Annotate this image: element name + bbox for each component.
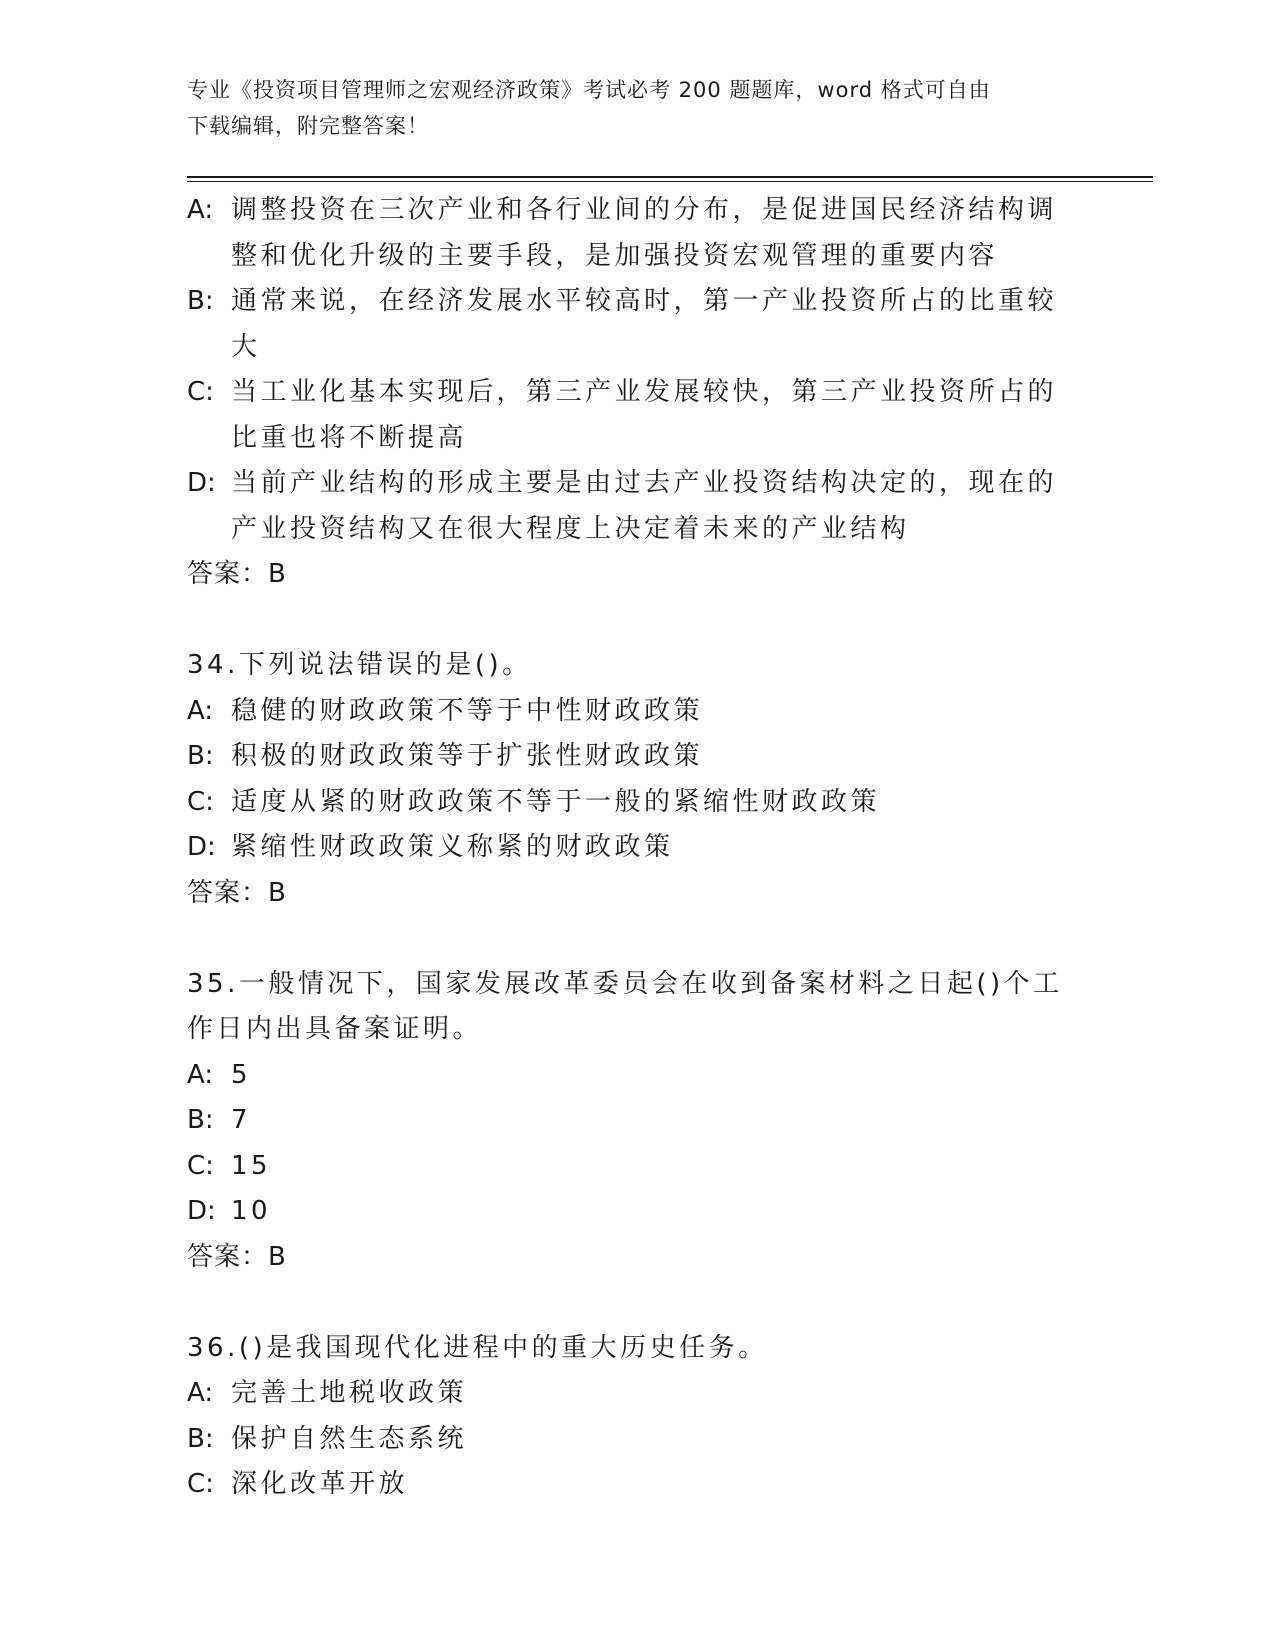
option-text: 适度从紧的财政政策不等于一般的紧缩性财政政策: [231, 786, 881, 817]
option-key: D:: [187, 1196, 216, 1226]
option-key: D:: [187, 468, 216, 498]
option-text: 5: [231, 1059, 252, 1090]
option-key: C:: [187, 1469, 214, 1499]
option-text: 调整投资在三次产业和各行业间的分布，是促进国民经济结构调整和优化升级的主要手段，是加强投资宏观管理的重要内容: [231, 195, 1058, 271]
document-header: [187, 72, 1077, 144]
option-text: 当工业化基本实现后，第三产业发展较快，第三产业投资所占的比重也将不断提高: [231, 377, 1058, 453]
option-text: 10: [231, 1196, 272, 1226]
option-d: [187, 461, 1077, 552]
option-text: 积极的财政政策等于扩张性财政政策: [231, 741, 704, 771]
answer-line: 答案：B: [187, 1241, 287, 1272]
option-a: [187, 188, 1077, 279]
header-line-1: 专业《投资项目管理师之宏观经济政策》考试必考 200 题题库，word 格式可自由: [187, 78, 991, 102]
option-text: 完善土地税收政策: [231, 1378, 468, 1408]
question-gap: [187, 1280, 1077, 1326]
question-text: 36.()是我国现代化进程中的重大历史任务。: [187, 1332, 768, 1363]
option-key: A:: [187, 195, 214, 225]
option-d: [187, 825, 1077, 871]
option-c: [187, 370, 1077, 461]
question-block-36: [187, 1326, 1077, 1508]
option-key: A:: [187, 1378, 214, 1408]
option-key: A:: [187, 695, 214, 726]
question-block-33: [187, 188, 1077, 598]
option-text: 通常来说，在经济发展水平较高时，第一产业投资所占的比重较大: [231, 286, 1058, 362]
option-key: B:: [187, 1105, 214, 1135]
option-a: [187, 1053, 1077, 1099]
option-key: A:: [187, 1059, 214, 1090]
option-b: [187, 279, 1077, 370]
option-c: [187, 780, 1077, 826]
header-rule-thick: [187, 176, 1153, 178]
option-key: C:: [187, 1150, 214, 1181]
question-gap: [187, 598, 1077, 644]
option-text: 稳健的财政政策不等于中性财政政策: [231, 695, 704, 726]
option-key: B:: [187, 1423, 214, 1454]
option-a: [187, 1371, 1077, 1417]
option-key: C:: [187, 786, 214, 817]
answer-line: 答案：B: [187, 877, 287, 908]
header-line-2: 下载编辑，附完整答案！: [187, 114, 429, 138]
question-text: 35.一般情况下，国家发展改革委员会在收到备案材料之日起()个工作日内出具备案证明。: [187, 968, 1063, 1044]
option-text: 当前产业结构的形成主要是由过去产业投资结构决定的，现在的产业投资结构又在很大程度上决定着未来的产业结构: [231, 468, 1058, 544]
question-content: [187, 188, 1077, 1508]
option-c: [187, 1462, 1077, 1508]
answer-line: 答案：B: [187, 559, 287, 589]
option-text: 深化改革开放: [231, 1469, 409, 1499]
option-d: [187, 1189, 1077, 1235]
option-text: 紧缩性财政政策义称紧的财政政策: [231, 832, 674, 862]
option-b: [187, 1417, 1077, 1463]
question-block-35: [187, 962, 1077, 1281]
option-text: 15: [231, 1150, 272, 1181]
option-key: B:: [187, 741, 214, 771]
header-rule-thin: [187, 181, 1153, 182]
option-a: [187, 689, 1077, 735]
option-key: B:: [187, 286, 214, 316]
option-text: 7: [231, 1105, 252, 1135]
option-key: D:: [187, 832, 216, 862]
question-text: 34.下列说法错误的是()。: [187, 650, 532, 680]
option-b: [187, 1098, 1077, 1144]
option-c: [187, 1144, 1077, 1190]
option-key: C:: [187, 377, 214, 407]
question-gap: [187, 916, 1077, 962]
question-block-34: [187, 643, 1077, 916]
option-text: 保护自然生态系统: [231, 1423, 468, 1454]
option-b: [187, 734, 1077, 780]
